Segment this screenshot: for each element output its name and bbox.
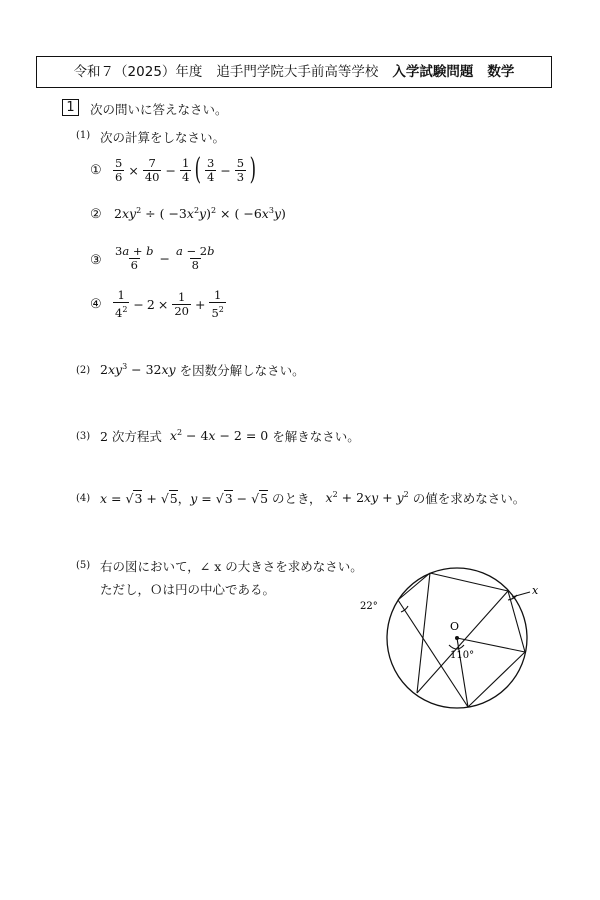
chord (398, 573, 430, 600)
part-5-text: 右の図において，∠ x の大きさを求めなさい。 (100, 559, 363, 574)
part-4-text: のとき， (272, 491, 322, 506)
question-instruction: 次の問いに答えなさい。 (90, 102, 228, 117)
header-exam: 入学試験問題 (392, 64, 474, 80)
part-5-label: (5) (76, 560, 91, 571)
header-subject: 数学 (487, 64, 515, 80)
center-point (455, 636, 459, 640)
part-1-label: (1) (76, 130, 91, 141)
item-1-marker: ① (90, 163, 102, 178)
part-4-label: (4) (76, 493, 91, 504)
part-4-suffix: の値を求めなさい。 (412, 491, 526, 506)
question-number: 1 (62, 99, 79, 116)
chord (468, 652, 525, 707)
part-5-note: ただし，Ｏは円の中心である。 (100, 582, 276, 597)
part-3-label: (3) (76, 431, 91, 442)
item-1-expression: $\frac{5}{6}$ × $\frac{7}{40}$ − $\frac{1}{4}$ ( $\frac{3}{4}$ − $\frac{5}{3}$ ) (115, 152, 257, 187)
chord (430, 573, 508, 591)
part-1-text: 次の計算をしなさい。 (100, 130, 226, 145)
item-4-expression: $\frac{1}{4^2}$ − 2 × $\frac{1}{20}$ + $\frac{1}{5^2}$ (115, 288, 224, 320)
part-2-expression: $2xy^3 - 32xy$ を因数分解しなさい。 (100, 362, 305, 378)
part-3-prefix: 2 次方程式 (100, 429, 162, 444)
x-pointer (512, 592, 530, 597)
part-3-expression: 2 次方程式 $x^2 - 4x - 2 = 0$ を解きなさい。 (100, 428, 360, 444)
part-2-label: (2) (76, 365, 91, 376)
header-era: 令和７（2025）年度 (73, 64, 203, 80)
item-3-marker: ③ (90, 253, 102, 268)
header-school: 追手門学院大手前高等学校 (216, 64, 379, 80)
center-label: O (450, 620, 460, 633)
angle-label-110: 110° (450, 650, 475, 661)
chord (417, 591, 508, 693)
exam-header (36, 56, 552, 88)
item-3-expression: $\frac{3a + b}{6}$ − $\frac{a - 2b}{8}$ (115, 244, 215, 272)
part-3-text: を解きなさい。 (272, 429, 360, 444)
angle-label-x: x (532, 584, 539, 597)
item-2-marker: ② (90, 207, 102, 222)
part-4-expression: x = √3 + √5，y = √3 − √5 のとき， $x^2 + 2xy + y^2$ の値を求めなさい。 (100, 490, 526, 506)
item-2-expression: $2xy^2$ ÷ ( $-3x^2y)^2$ × ( $-6x^3y$) (114, 206, 286, 222)
angle-label-22: 22° (360, 601, 378, 612)
circle-figure (350, 560, 550, 720)
item-4-marker: ④ (90, 297, 102, 312)
part-2-text: を因数分解しなさい。 (179, 363, 305, 378)
